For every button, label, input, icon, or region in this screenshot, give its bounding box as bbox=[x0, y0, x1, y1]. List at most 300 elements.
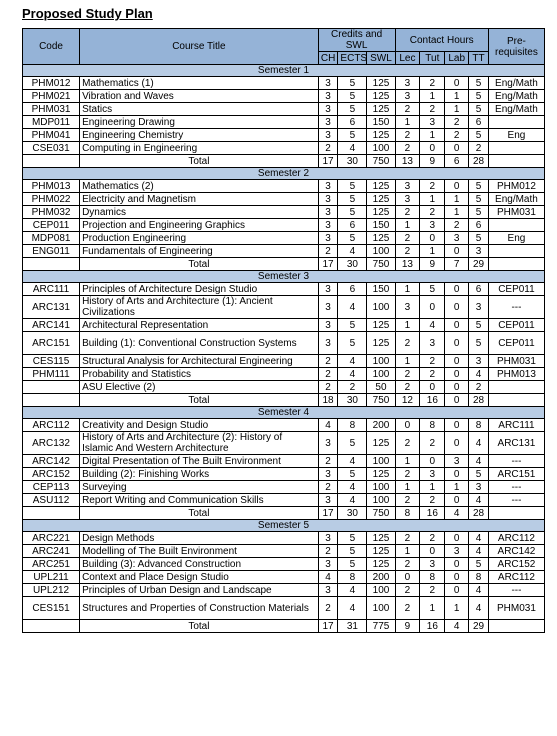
total-hours: 3 bbox=[469, 245, 489, 258]
tutorial-hours: 2 bbox=[420, 180, 445, 193]
total-tut: 16 bbox=[420, 507, 445, 520]
lab-hours: 0 bbox=[445, 355, 469, 368]
swl: 125 bbox=[367, 180, 395, 193]
total-hours: 5 bbox=[469, 468, 489, 481]
total-hours: 6 bbox=[469, 116, 489, 129]
course-code: ASU112 bbox=[23, 494, 80, 507]
credit-hours: 3 bbox=[318, 584, 338, 597]
course-code: CSE031 bbox=[23, 142, 80, 155]
course-title: Modelling of The Built Environment bbox=[80, 545, 319, 558]
tutorial-hours: 2 bbox=[420, 432, 445, 455]
credit-hours: 3 bbox=[318, 219, 338, 232]
table-header bbox=[23, 29, 545, 65]
prerequisites bbox=[488, 245, 544, 258]
total-label: Total bbox=[80, 394, 319, 407]
total-lab: 7 bbox=[445, 258, 469, 271]
tutorial-hours: 3 bbox=[420, 332, 445, 355]
credit-hours: 3 bbox=[318, 129, 338, 142]
swl: 200 bbox=[367, 571, 395, 584]
total-hours: 5 bbox=[469, 90, 489, 103]
lecture-hours: 1 bbox=[395, 319, 420, 332]
tutorial-hours: 0 bbox=[420, 232, 445, 245]
course-title: Structures and Properties of Construction Materials bbox=[80, 597, 319, 620]
ects: 4 bbox=[338, 142, 367, 155]
course-code: PHM012 bbox=[23, 77, 80, 90]
semester-header-row bbox=[23, 168, 545, 180]
swl: 125 bbox=[367, 319, 395, 332]
course-title: Mathematics (2) bbox=[80, 180, 319, 193]
total-hours: 4 bbox=[469, 368, 489, 381]
lecture-hours: 3 bbox=[395, 193, 420, 206]
swl: 100 bbox=[367, 296, 395, 319]
course-title: History of Arts and Architecture (2): History of Islamic And Western Architecture bbox=[80, 432, 319, 455]
course-title: Design Methods bbox=[80, 532, 319, 545]
course-code: PHM041 bbox=[23, 129, 80, 142]
total-tt: 28 bbox=[469, 507, 489, 520]
credit-hours: 2 bbox=[318, 455, 338, 468]
tutorial-hours: 1 bbox=[420, 597, 445, 620]
total-hours: 6 bbox=[469, 219, 489, 232]
total-tut: 16 bbox=[420, 394, 445, 407]
total-empty-cell bbox=[488, 258, 544, 271]
course-code: CEP113 bbox=[23, 481, 80, 494]
total-empty-cell bbox=[23, 620, 80, 633]
tutorial-hours: 2 bbox=[420, 103, 445, 116]
ects: 4 bbox=[338, 481, 367, 494]
lab-hours: 0 bbox=[445, 468, 469, 481]
total-empty-cell bbox=[23, 258, 80, 271]
total-hours: 8 bbox=[469, 571, 489, 584]
total-empty-cell bbox=[23, 507, 80, 520]
course-code bbox=[23, 381, 80, 394]
course-title: Building (1): Conventional Construction Systems bbox=[80, 332, 319, 355]
total-empty-cell bbox=[23, 155, 80, 168]
lecture-hours: 0 bbox=[395, 419, 420, 432]
lecture-hours: 1 bbox=[395, 219, 420, 232]
credit-hours: 2 bbox=[318, 597, 338, 620]
lecture-hours: 1 bbox=[395, 545, 420, 558]
total-lab: 4 bbox=[445, 507, 469, 520]
swl: 150 bbox=[367, 116, 395, 129]
swl: 125 bbox=[367, 545, 395, 558]
table-row bbox=[23, 129, 545, 142]
table-row bbox=[23, 103, 545, 116]
tutorial-hours: 0 bbox=[420, 545, 445, 558]
credit-hours: 2 bbox=[318, 142, 338, 155]
tutorial-hours: 1 bbox=[420, 481, 445, 494]
lecture-hours: 0 bbox=[395, 571, 420, 584]
tutorial-hours: 5 bbox=[420, 283, 445, 296]
lecture-hours: 2 bbox=[395, 332, 420, 355]
swl: 100 bbox=[367, 481, 395, 494]
table-row bbox=[23, 245, 545, 258]
course-code: ARC142 bbox=[23, 455, 80, 468]
ects: 4 bbox=[338, 245, 367, 258]
lecture-hours: 3 bbox=[395, 90, 420, 103]
tutorial-hours: 2 bbox=[420, 494, 445, 507]
course-code: UPL211 bbox=[23, 571, 80, 584]
total-hours: 5 bbox=[469, 180, 489, 193]
table-row bbox=[23, 481, 545, 494]
header-tut: Tut bbox=[420, 52, 445, 65]
semester-header-row bbox=[23, 520, 545, 532]
semester-total-row bbox=[23, 620, 545, 633]
prerequisites: PHM031 bbox=[488, 355, 544, 368]
lab-hours: 3 bbox=[445, 545, 469, 558]
lecture-hours: 2 bbox=[395, 597, 420, 620]
credit-hours: 3 bbox=[318, 193, 338, 206]
course-code: CEP011 bbox=[23, 219, 80, 232]
lab-hours: 3 bbox=[445, 232, 469, 245]
lecture-hours: 2 bbox=[395, 468, 420, 481]
total-ects: 30 bbox=[338, 507, 367, 520]
prerequisites: PHM031 bbox=[488, 597, 544, 620]
ects: 6 bbox=[338, 219, 367, 232]
lecture-hours: 2 bbox=[395, 206, 420, 219]
ects: 5 bbox=[338, 103, 367, 116]
total-hours: 4 bbox=[469, 455, 489, 468]
total-empty-cell bbox=[488, 155, 544, 168]
total-hours: 4 bbox=[469, 532, 489, 545]
swl: 100 bbox=[367, 494, 395, 507]
tutorial-hours: 2 bbox=[420, 206, 445, 219]
total-lec: 8 bbox=[395, 507, 420, 520]
table-row bbox=[23, 116, 545, 129]
table-row bbox=[23, 90, 545, 103]
semester-label: Semester 4 bbox=[23, 407, 545, 419]
total-hours: 4 bbox=[469, 597, 489, 620]
ects: 6 bbox=[338, 116, 367, 129]
lecture-hours: 1 bbox=[395, 283, 420, 296]
prerequisites bbox=[488, 142, 544, 155]
ects: 5 bbox=[338, 545, 367, 558]
ects: 5 bbox=[338, 77, 367, 90]
lecture-hours: 2 bbox=[395, 142, 420, 155]
credit-hours: 3 bbox=[318, 103, 338, 116]
tutorial-hours: 3 bbox=[420, 468, 445, 481]
ects: 5 bbox=[338, 532, 367, 545]
prerequisites bbox=[488, 381, 544, 394]
lecture-hours: 2 bbox=[395, 368, 420, 381]
header-lec: Lec bbox=[395, 52, 420, 65]
course-title: Mathematics (1) bbox=[80, 77, 319, 90]
course-title: Production Engineering bbox=[80, 232, 319, 245]
credit-hours: 3 bbox=[318, 432, 338, 455]
tutorial-hours: 2 bbox=[420, 355, 445, 368]
lecture-hours: 2 bbox=[395, 432, 420, 455]
credit-hours: 3 bbox=[318, 558, 338, 571]
lab-hours: 0 bbox=[445, 419, 469, 432]
header-prerequisites: Pre-requisites bbox=[488, 29, 544, 65]
total-ects: 30 bbox=[338, 394, 367, 407]
prerequisites: --- bbox=[488, 481, 544, 494]
table-row bbox=[23, 545, 545, 558]
prerequisites: ARC111 bbox=[488, 419, 544, 432]
table-row bbox=[23, 77, 545, 90]
course-title: Building (2): Finishing Works bbox=[80, 468, 319, 481]
lab-hours: 1 bbox=[445, 206, 469, 219]
table-row bbox=[23, 468, 545, 481]
lab-hours: 0 bbox=[445, 142, 469, 155]
swl: 100 bbox=[367, 142, 395, 155]
tutorial-hours: 0 bbox=[420, 142, 445, 155]
lab-hours: 1 bbox=[445, 597, 469, 620]
tutorial-hours: 0 bbox=[420, 455, 445, 468]
swl: 150 bbox=[367, 283, 395, 296]
header-ects: ECTS bbox=[338, 52, 367, 65]
prerequisites: Eng/Math bbox=[488, 103, 544, 116]
tutorial-hours: 2 bbox=[420, 368, 445, 381]
lab-hours: 2 bbox=[445, 129, 469, 142]
table-row bbox=[23, 597, 545, 620]
lab-hours: 1 bbox=[445, 481, 469, 494]
prerequisites: CEP011 bbox=[488, 319, 544, 332]
credit-hours: 3 bbox=[318, 468, 338, 481]
ects: 5 bbox=[338, 232, 367, 245]
ects: 4 bbox=[338, 368, 367, 381]
tutorial-hours: 1 bbox=[420, 129, 445, 142]
swl: 125 bbox=[367, 103, 395, 116]
course-code: PHM021 bbox=[23, 90, 80, 103]
lab-hours: 0 bbox=[445, 245, 469, 258]
total-ects: 30 bbox=[338, 258, 367, 271]
total-empty-cell bbox=[488, 620, 544, 633]
header-swl: SWL bbox=[367, 52, 395, 65]
course-title: Statics bbox=[80, 103, 319, 116]
total-hours: 5 bbox=[469, 332, 489, 355]
swl: 100 bbox=[367, 368, 395, 381]
tutorial-hours: 2 bbox=[420, 532, 445, 545]
lab-hours: 1 bbox=[445, 193, 469, 206]
course-title: Surveying bbox=[80, 481, 319, 494]
total-hours: 8 bbox=[469, 419, 489, 432]
lecture-hours: 3 bbox=[395, 180, 420, 193]
total-lab: 0 bbox=[445, 394, 469, 407]
prerequisites: ARC142 bbox=[488, 545, 544, 558]
credit-hours: 2 bbox=[318, 355, 338, 368]
ects: 5 bbox=[338, 180, 367, 193]
page-title: Proposed Study Plan bbox=[22, 6, 153, 21]
tutorial-hours: 0 bbox=[420, 381, 445, 394]
course-title: Report Writing and Communication Skills bbox=[80, 494, 319, 507]
course-title: ASU Elective (2) bbox=[80, 381, 319, 394]
table-row bbox=[23, 455, 545, 468]
credit-hours: 3 bbox=[318, 296, 338, 319]
ects: 5 bbox=[338, 332, 367, 355]
lab-hours: 0 bbox=[445, 432, 469, 455]
course-title: Vibration and Waves bbox=[80, 90, 319, 103]
credit-hours: 3 bbox=[318, 116, 338, 129]
lab-hours: 0 bbox=[445, 532, 469, 545]
ects: 4 bbox=[338, 296, 367, 319]
credit-hours: 3 bbox=[318, 180, 338, 193]
total-hours: 5 bbox=[469, 319, 489, 332]
lecture-hours: 3 bbox=[395, 296, 420, 319]
header-credits-group: Credits and SWL bbox=[318, 29, 395, 52]
swl: 125 bbox=[367, 193, 395, 206]
prerequisites: Eng/Math bbox=[488, 90, 544, 103]
total-hours: 2 bbox=[469, 381, 489, 394]
lab-hours: 0 bbox=[445, 332, 469, 355]
ects: 5 bbox=[338, 90, 367, 103]
header-lab: Lab bbox=[445, 52, 469, 65]
lab-hours: 0 bbox=[445, 558, 469, 571]
total-swl: 775 bbox=[367, 620, 395, 633]
semester-label: Semester 2 bbox=[23, 168, 545, 180]
prerequisites: ARC151 bbox=[488, 468, 544, 481]
course-title: Creativity and Design Studio bbox=[80, 419, 319, 432]
credit-hours: 3 bbox=[318, 332, 338, 355]
course-title: Fundamentals of Engineering bbox=[80, 245, 319, 258]
lecture-hours: 1 bbox=[395, 355, 420, 368]
tutorial-hours: 4 bbox=[420, 319, 445, 332]
prerequisites bbox=[488, 219, 544, 232]
credit-hours: 3 bbox=[318, 77, 338, 90]
total-ects: 30 bbox=[338, 155, 367, 168]
total-tut: 9 bbox=[420, 155, 445, 168]
course-title: History of Arts and Architecture (1): Ancient Civilizations bbox=[80, 296, 319, 319]
total-hours: 5 bbox=[469, 103, 489, 116]
swl: 125 bbox=[367, 532, 395, 545]
course-title: Principles of Urban Design and Landscape bbox=[80, 584, 319, 597]
tutorial-hours: 1 bbox=[420, 193, 445, 206]
prerequisites: ARC131 bbox=[488, 432, 544, 455]
lab-hours: 0 bbox=[445, 368, 469, 381]
swl: 100 bbox=[367, 245, 395, 258]
lecture-hours: 2 bbox=[395, 232, 420, 245]
prerequisites: --- bbox=[488, 584, 544, 597]
lecture-hours: 2 bbox=[395, 584, 420, 597]
lecture-hours: 2 bbox=[395, 103, 420, 116]
swl: 125 bbox=[367, 129, 395, 142]
course-code: PHM013 bbox=[23, 180, 80, 193]
ects: 5 bbox=[338, 558, 367, 571]
prerequisites: Eng/Math bbox=[488, 193, 544, 206]
total-hours: 4 bbox=[469, 584, 489, 597]
prerequisites: PHM012 bbox=[488, 180, 544, 193]
total-label: Total bbox=[80, 507, 319, 520]
ects: 2 bbox=[338, 381, 367, 394]
study-plan-table bbox=[22, 28, 545, 633]
prerequisites: ARC152 bbox=[488, 558, 544, 571]
credit-hours: 3 bbox=[318, 319, 338, 332]
semester-total-row bbox=[23, 258, 545, 271]
table-row bbox=[23, 232, 545, 245]
ects: 6 bbox=[338, 283, 367, 296]
course-title: Projection and Engineering Graphics bbox=[80, 219, 319, 232]
prerequisites: --- bbox=[488, 296, 544, 319]
course-code: PHM111 bbox=[23, 368, 80, 381]
total-ects: 31 bbox=[338, 620, 367, 633]
table-row bbox=[23, 419, 545, 432]
total-hours: 5 bbox=[469, 558, 489, 571]
course-title: Context and Place Design Studio bbox=[80, 571, 319, 584]
lecture-hours: 2 bbox=[395, 558, 420, 571]
lab-hours: 2 bbox=[445, 116, 469, 129]
lecture-hours: 2 bbox=[395, 494, 420, 507]
total-ch: 17 bbox=[318, 507, 338, 520]
prerequisites: CEP011 bbox=[488, 283, 544, 296]
lab-hours: 0 bbox=[445, 77, 469, 90]
total-label: Total bbox=[80, 620, 319, 633]
total-label: Total bbox=[80, 155, 319, 168]
total-swl: 750 bbox=[367, 507, 395, 520]
header-contact-group: Contact Hours bbox=[395, 29, 488, 52]
header-ch: CH bbox=[318, 52, 338, 65]
course-code: ARC251 bbox=[23, 558, 80, 571]
total-lec: 13 bbox=[395, 258, 420, 271]
table-row bbox=[23, 319, 545, 332]
course-code: CES115 bbox=[23, 355, 80, 368]
lab-hours: 1 bbox=[445, 103, 469, 116]
lab-hours: 0 bbox=[445, 381, 469, 394]
semester-header-row bbox=[23, 65, 545, 77]
lab-hours: 3 bbox=[445, 455, 469, 468]
table-row bbox=[23, 532, 545, 545]
table-row bbox=[23, 193, 545, 206]
credit-hours: 2 bbox=[318, 481, 338, 494]
total-lec: 12 bbox=[395, 394, 420, 407]
total-hours: 4 bbox=[469, 494, 489, 507]
tutorial-hours: 1 bbox=[420, 90, 445, 103]
lab-hours: 0 bbox=[445, 180, 469, 193]
ects: 4 bbox=[338, 584, 367, 597]
total-hours: 4 bbox=[469, 432, 489, 455]
header-tt: TT bbox=[469, 52, 489, 65]
tutorial-hours: 0 bbox=[420, 296, 445, 319]
course-code: ARC132 bbox=[23, 432, 80, 455]
swl: 125 bbox=[367, 232, 395, 245]
ects: 5 bbox=[338, 468, 367, 481]
total-tt: 28 bbox=[469, 394, 489, 407]
table-row bbox=[23, 494, 545, 507]
table-row bbox=[23, 381, 545, 394]
course-code: ARC241 bbox=[23, 545, 80, 558]
header-course-title: Course Title bbox=[80, 29, 319, 65]
total-empty-cell bbox=[23, 394, 80, 407]
lab-hours: 0 bbox=[445, 571, 469, 584]
table-row bbox=[23, 368, 545, 381]
total-tt: 29 bbox=[469, 620, 489, 633]
header-code: Code bbox=[23, 29, 80, 65]
swl: 150 bbox=[367, 219, 395, 232]
credit-hours: 3 bbox=[318, 90, 338, 103]
total-lec: 13 bbox=[395, 155, 420, 168]
course-code: ARC151 bbox=[23, 332, 80, 355]
table-row bbox=[23, 296, 545, 319]
swl: 125 bbox=[367, 468, 395, 481]
course-code: ARC152 bbox=[23, 468, 80, 481]
semester-total-row bbox=[23, 394, 545, 407]
course-title: Architectural Representation bbox=[80, 319, 319, 332]
total-ch: 17 bbox=[318, 258, 338, 271]
swl: 100 bbox=[367, 597, 395, 620]
lab-hours: 2 bbox=[445, 219, 469, 232]
total-hours: 5 bbox=[469, 232, 489, 245]
swl: 125 bbox=[367, 90, 395, 103]
tutorial-hours: 2 bbox=[420, 584, 445, 597]
total-tt: 28 bbox=[469, 155, 489, 168]
semester-header-row bbox=[23, 271, 545, 283]
total-hours: 2 bbox=[469, 142, 489, 155]
course-code: ARC221 bbox=[23, 532, 80, 545]
course-code: ARC111 bbox=[23, 283, 80, 296]
lecture-hours: 1 bbox=[395, 116, 420, 129]
ects: 4 bbox=[338, 355, 367, 368]
course-code: UPL212 bbox=[23, 584, 80, 597]
ects: 4 bbox=[338, 455, 367, 468]
course-code: MDP011 bbox=[23, 116, 80, 129]
